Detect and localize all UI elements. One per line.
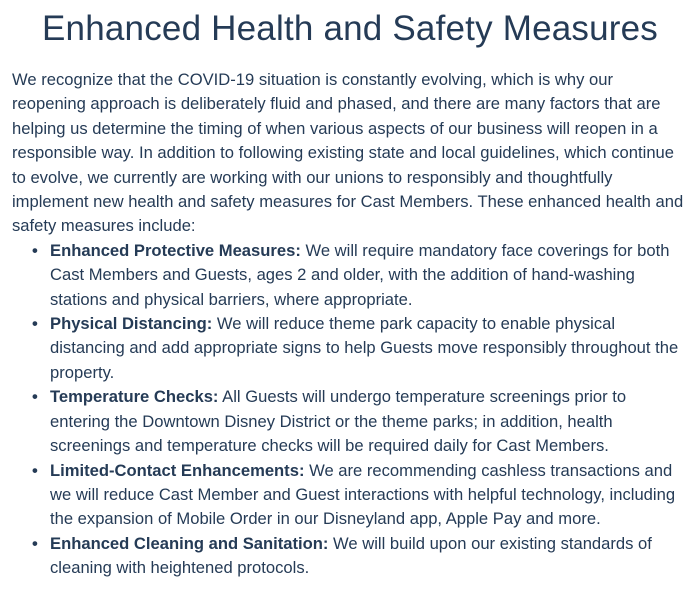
measure-heading: Enhanced Protective Measures: [50, 240, 301, 260]
measure-text: All Guests will undergo temperature screenings prior to entering the Downtown Disney District or the theme parks; in addition, health screenings and temperature checks will be required daily for Cast Members. [50, 387, 627, 456]
list-item-cleaning-sanitation [32, 532, 688, 581]
list-item-protective-measures [32, 239, 688, 312]
measure-text: We will build upon our existing standards of cleaning with heightened protocols. [50, 533, 652, 578]
list-item-limited-contact [32, 459, 688, 532]
bullet-icon: • [32, 387, 38, 407]
page-title: Enhanced Health and Safety Measures [42, 9, 658, 48]
list-item-physical-distancing [32, 312, 688, 385]
bullet-icon: • [32, 314, 38, 334]
measure-heading: Limited-Contact Enhancements: [50, 460, 305, 480]
measure-text: We will reduce theme park capacity to enable physical distancing and add appropriate signs to help Guests move responsibly throughout the property. [50, 314, 679, 382]
bullet-icon: • [32, 240, 38, 260]
measure-text: We are recommending cashless transactions and we will reduce Cast Member and Guest interactions with helpful technology, including the expansion of Mobile Order in our Disneyland app, Apple Pay and more. [50, 460, 676, 529]
list-item-temperature-checks [32, 385, 688, 458]
measure-text: We will require mandatory face coverings for both Cast Members and Guests, ages 2 and older, with the addition of hand-washing stations and physical barriers, where appropriate. [50, 240, 670, 309]
bullet-icon: • [32, 533, 38, 553]
measure-heading: Enhanced Cleaning and Sanitation: [50, 533, 329, 553]
intro-paragraph: We recognize that the COVID-19 situation is constantly evolving, which is why our reopening approach is deliberately fluid and phased, and there are many factors that are helping us determine the timing of when various aspects of our business will reopen in a responsible way. In addition to following existing state and local guidelines, which continue to evolve, we currently are working with our unions to responsibly and thoughtfully implement new health and safety measures for Cast Members. These enhanced health and safety measures include: [12, 70, 684, 236]
measure-heading: Physical Distancing: [50, 314, 213, 334]
measures-list [12, 239, 688, 581]
bullet-icon: • [32, 460, 38, 480]
measure-heading: Temperature Checks: [50, 387, 219, 407]
